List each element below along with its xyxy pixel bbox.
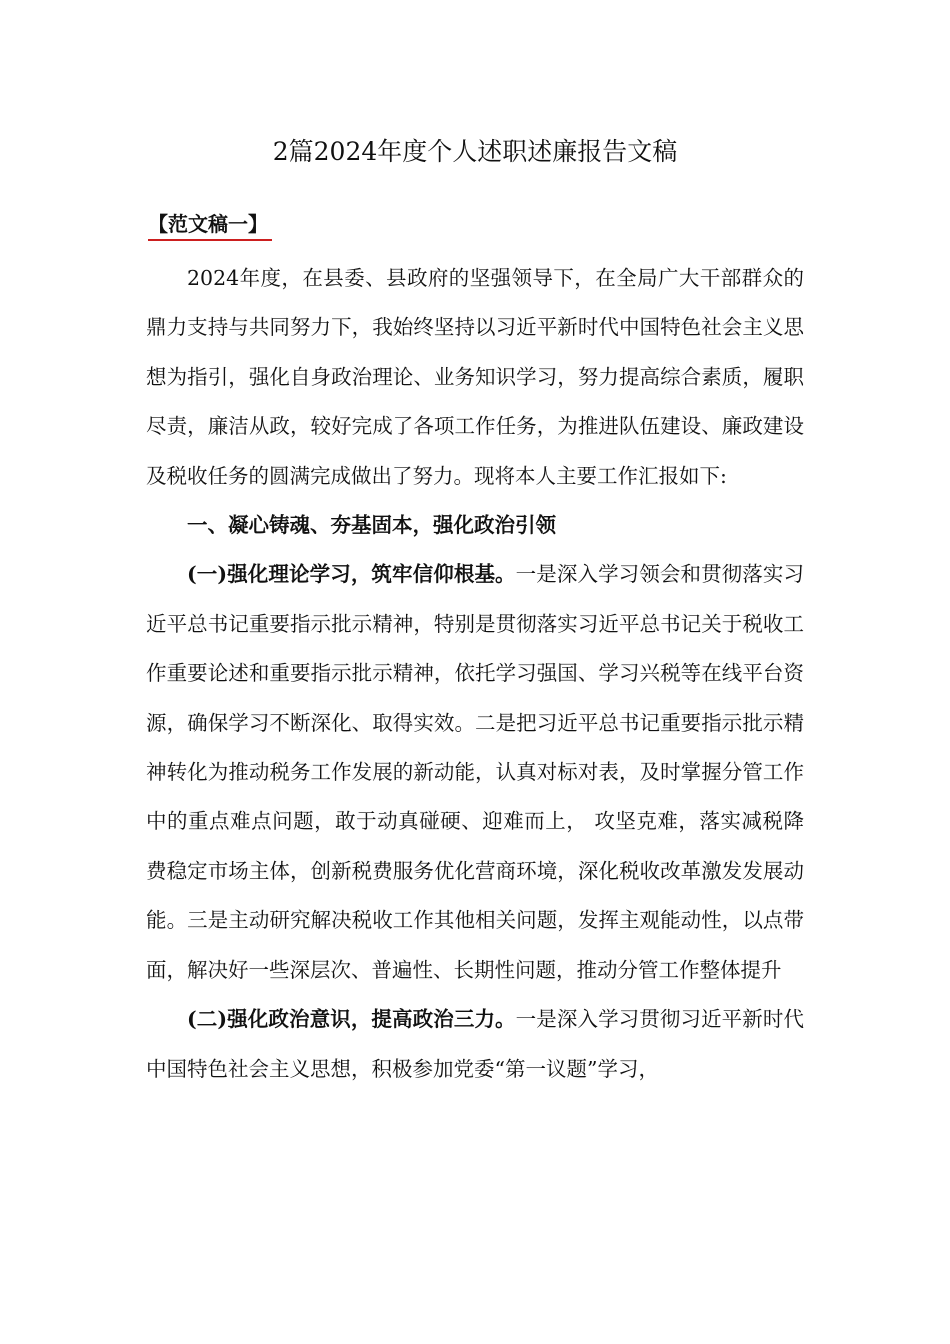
paragraph-theory-study xyxy=(146,550,804,995)
paragraph-body: 一是深入学习领会和贯彻落实习近平总书记重要指示批示精神，特别是贯彻落实习近平总书记关于税收工作重要论述和重要指示批示精神，依托学习强国、学习兴税等在线平台资源，确保学习不断深化、取得实效。二是把习近平总书记重要指示批示精神转化为推动税务工作发展的新动能，认真对标对表，及时掌握分管工作中的重点难点问题，敢于动真碰硬、迎难而上， 攻坚克难，落实减税降费稳定市场主体，创新税费服务优化营商环境，深化税收改革激发发展动能。三是主动研究解决税收工作其他相关问题，发挥主观能动性，以点带面，解决好一些深层次、普遍性、长期性问题，推动分管工作整体提升 xyxy=(146,562,804,982)
section-label-underline xyxy=(148,239,272,241)
section-label xyxy=(148,210,268,240)
section-label-text: 【范文稿一】 xyxy=(148,212,268,236)
document-body xyxy=(146,254,804,1094)
paragraph-body: 一是深入学习贯彻习近平新时代中国特色社会主义思想，积极参加党委“第一议题”学习， xyxy=(146,1007,804,1081)
paragraph-political-awareness xyxy=(146,995,804,1094)
intro-paragraph: 2024年度，在县委、县政府的坚强领导下，在全局广大干部群众的鼎力支持与共同努力下，我始终坚持以习近平新时代中国特色社会主义思想为指引，强化自身政治理论、业务知识学习，努力提高综合素质，履职尽责，廉洁从政，较好完成了各项工作任务，为推进队伍建设、廉政建设及税收任务的圆满完成做出了努力。现将本人主要工作汇报如下: xyxy=(146,266,804,488)
section-heading: 一、凝心铸魂、夯基固本，强化政治引领 xyxy=(187,513,556,538)
paragraph-lead: (一)强化理论学习，筑牢信仰根基。 xyxy=(187,562,516,587)
document-title: 2篇2024年度个人述职述廉报告文稿 xyxy=(272,137,678,166)
paragraph-lead: (二)强化政治意识，提高政治三力。 xyxy=(187,1007,516,1032)
